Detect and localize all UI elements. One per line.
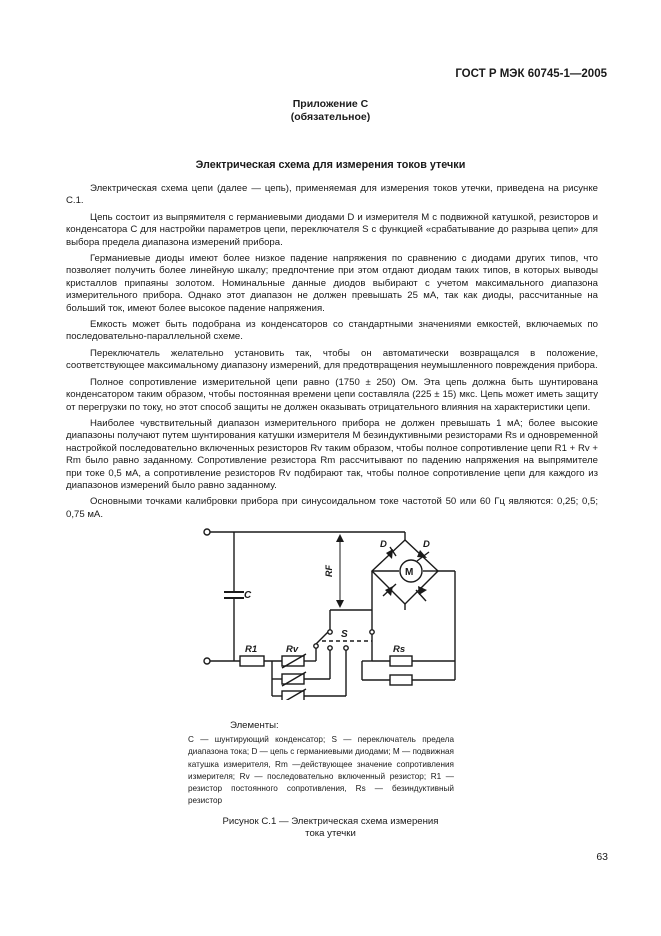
appendix-heading	[0, 98, 661, 124]
label-rs: Rs	[393, 644, 406, 655]
label-d1: D	[380, 539, 387, 550]
paragraph: Полное сопротивление измерительной цепи равно (1750 ± 250) Ом. Эта цепь должна быть шунтирована конденсатором таким образом, чтобы постоянная времени цепи составляла (225 ± 15) мкс. Цепь может иметь защиту от перегрузки по току, но этот способ защиты не должен оказывать отрицательного влияния на характеристики цепи.	[66, 376, 598, 413]
elements-legend	[188, 720, 454, 807]
appendix-subtitle: (обязательное)	[290, 111, 371, 123]
terminal-top	[204, 529, 210, 535]
label-rv: Rv	[286, 644, 299, 655]
body-text	[66, 183, 598, 521]
label-r1: R1	[245, 644, 258, 655]
label-c: C	[244, 590, 252, 601]
section-title: Электрическая схема для измерения токов утечки	[195, 159, 466, 171]
paragraph: Цепь состоит из выпрямителя с германиевыми диодами D и измерителя М с подвижной катушкой, резисторов и конденсатора С для настройки параметров цепи, переключателя S с функцией «срабатывание до разрыва цепи» для выбора предела диапазона измерений прибора.	[66, 211, 598, 248]
label-d2: D	[423, 539, 430, 550]
switch-contact	[314, 644, 318, 648]
label-s: S	[341, 629, 348, 640]
switch-contact	[344, 646, 348, 650]
figure-caption	[0, 816, 661, 840]
label-m: M	[405, 567, 414, 578]
resistor-rs	[390, 675, 412, 685]
paragraph: Наиболее чувствительный диапазон измерительного прибора не должен превышать 1 мА; более высокие диапазоны получают путем шунтирования катушки измерителя М безиндуктивными резисторами Rs и одновременной настройкой последовательно включенных резисторов Rv таким образом, чтобы полное сопротивление цепи R1 + Rv + Rm было равно заданному. Сопротивление резистора Rm рассчитывают по падению напряжения на выпрямителе при токе 0,5 мА, а сопротивление резисторов Rv подбирают так, чтобы полное сопротивление цепи для каждого из диапазонов измерений было равно заданному.	[66, 417, 598, 491]
circuit-diagram	[190, 520, 480, 700]
switch-contact	[328, 646, 332, 650]
resistor-rs	[390, 656, 412, 666]
caption-line: Рисунок С.1 — Электрическая схема измерения	[222, 816, 439, 827]
paragraph: Емкость может быть подобрана из конденсаторов со стандартными значениями емкостей, включаемых по последовательно-параллельной схеме.	[66, 319, 598, 343]
paragraph: Переключатель желательно установить так, чтобы он автоматически возвращался в положение, соответствующее максимальному диапазону измерений, для предотвращения неумышленного повреждения прибора.	[66, 347, 598, 372]
label-rf: RF	[324, 565, 334, 577]
standard-header: ГОСТ Р МЭК 60745-1—2005	[455, 68, 607, 80]
paragraph: Электрическая схема цепи (далее — цепь), применяемая для измерения токов утечки, приведена на рисунке С.1.	[66, 183, 598, 207]
paragraph: Германиевые диоды имеют более низкое падение напряжения по сравнению с диодами других типов, что позволяет получить более линейную шкалу; предпочтение при этом отдают диодам таких типов, в которых выводы кристаллов припаяны золотом. Номинальные данные диодов выбирают с учетом максимального диапазона измерительного прибора. Однако этот диапазон не должен превышать 25 мА, так как диоды, рассчитанные на больший ток, имеют более высокое падение напряжения.	[66, 253, 598, 314]
paragraph: Основными точками калибровки прибора при синусоидальном токе частотой 50 или 60 Гц являются: 0,25; 0,5; 0,75 мА.	[66, 496, 598, 520]
elements-text: С — шунтирующий конденсатор; S — переключатель предела диапазона тока; D — цепь с германиевыми диодами; М — подвижная катушка измерителя, Rm —действующее значение сопротивления измерителя; Rv — последовательно включенный резистор; R1 — резистор постоянного сопротивления, Rs — безиндуктивный резистор	[188, 735, 454, 806]
switch-contact	[328, 630, 332, 634]
caption-line: тока утечки	[305, 828, 356, 839]
terminal-bottom	[204, 658, 210, 664]
appendix-title: Приложение С	[292, 98, 369, 110]
page-number: 63	[596, 851, 608, 863]
switch-contact	[370, 630, 374, 634]
elements-heading: Элементы:	[230, 720, 279, 731]
resistor-r1	[240, 656, 264, 666]
